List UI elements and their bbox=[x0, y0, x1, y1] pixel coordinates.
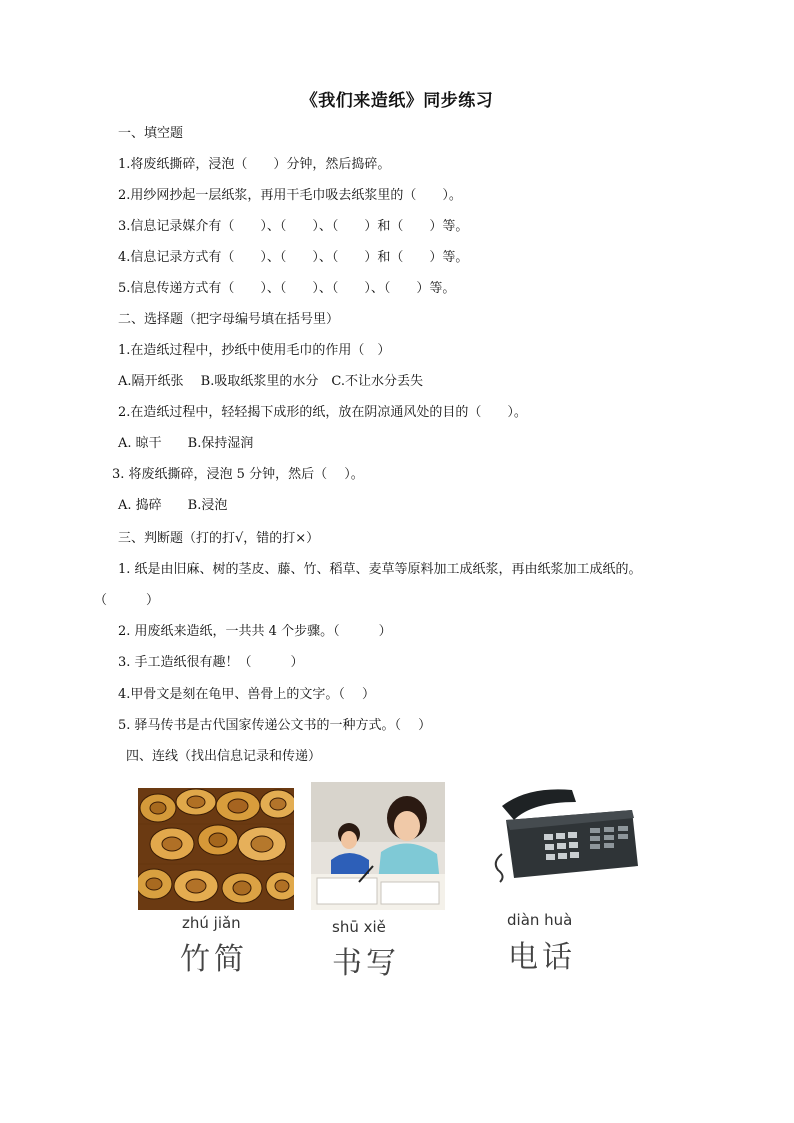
telephone-icon bbox=[472, 784, 642, 888]
true-false-question-3: 3. 手工造纸很有趣！（ ） bbox=[118, 655, 304, 670]
section-heading-fill-blank: 一、填空题 bbox=[118, 126, 184, 141]
choice-question-2-options: A. 晾干 B.保持湿润 bbox=[118, 436, 254, 451]
fill-blank-question-3: 3.信息记录媒介有（ ）、（ ）、（ ）和（ ）等。 bbox=[118, 219, 469, 234]
true-false-question-1: 1. 纸是由旧麻、树的茎皮、藤、竹、稻草、麦草等原料加工成纸浆，再由纸浆加工成纸的。 bbox=[118, 562, 642, 577]
fill-blank-question-2: 2.用纱网抄起一层纸浆，再用干毛巾吸去纸浆里的（ ）。 bbox=[118, 188, 462, 203]
true-false-question-2: 2. 用废纸来造纸，一共共 4 个步骤。（ ） bbox=[118, 624, 392, 639]
page-title: 《我们来造纸》同步练习 bbox=[300, 91, 494, 111]
fill-blank-question-5: 5.信息传递方式有（ ）、（ ）、（ ）、（ ）等。 bbox=[118, 281, 456, 296]
true-false-question-4: 4.甲骨文是刻在龟甲、兽骨上的文字。（ ） bbox=[118, 687, 376, 702]
telephone-image bbox=[472, 784, 642, 888]
card-3-pinyin: diàn huà bbox=[507, 911, 573, 929]
true-false-question-1-paren: （ ） bbox=[94, 593, 160, 608]
children-writing-image bbox=[311, 782, 445, 910]
choice-question-3: 3. 将废纸撕碎，浸泡 5 分钟，然后（ ）。 bbox=[112, 467, 364, 482]
bamboo-slips-image bbox=[138, 788, 294, 910]
bamboo-slips-icon bbox=[138, 788, 294, 910]
choice-question-1: 1.在造纸过程中，抄纸中使用毛巾的作用（ ） bbox=[118, 343, 391, 358]
card-1-pinyin: zhú jiǎn bbox=[182, 914, 241, 932]
choice-question-3-options: A. 捣碎 B.浸泡 bbox=[118, 498, 228, 513]
section-heading-choice: 二、选择题（把字母编号填在括号里） bbox=[118, 312, 340, 327]
section-heading-true-false: 三、判断题（打的打√，错的打×） bbox=[118, 531, 320, 546]
card-2-pinyin: shū xiě bbox=[332, 918, 386, 936]
children-writing-icon bbox=[311, 782, 445, 910]
section-heading-matching: 四、连线（找出信息记录和传递） bbox=[126, 749, 322, 764]
choice-question-1-options: A.隔开纸张 B.吸取纸浆里的水分 C.不让水分丢失 bbox=[118, 374, 423, 389]
fill-blank-question-1: 1.将废纸撕碎，浸泡（ ）分钟，然后捣碎。 bbox=[118, 157, 391, 172]
card-2-hanzi: 书写 bbox=[332, 946, 400, 981]
card-3-hanzi: 电话 bbox=[508, 940, 576, 975]
card-1-hanzi: 竹简 bbox=[180, 942, 248, 977]
choice-question-2: 2.在造纸过程中，轻轻揭下成形的纸，放在阴凉通风处的目的（ ）。 bbox=[118, 405, 527, 420]
fill-blank-question-4: 4.信息记录方式有（ ）、（ ）、（ ）和（ ）等。 bbox=[118, 250, 469, 265]
true-false-question-5: 5. 驿马传书是古代国家传递公文书的一种方式。（ ） bbox=[118, 718, 432, 733]
